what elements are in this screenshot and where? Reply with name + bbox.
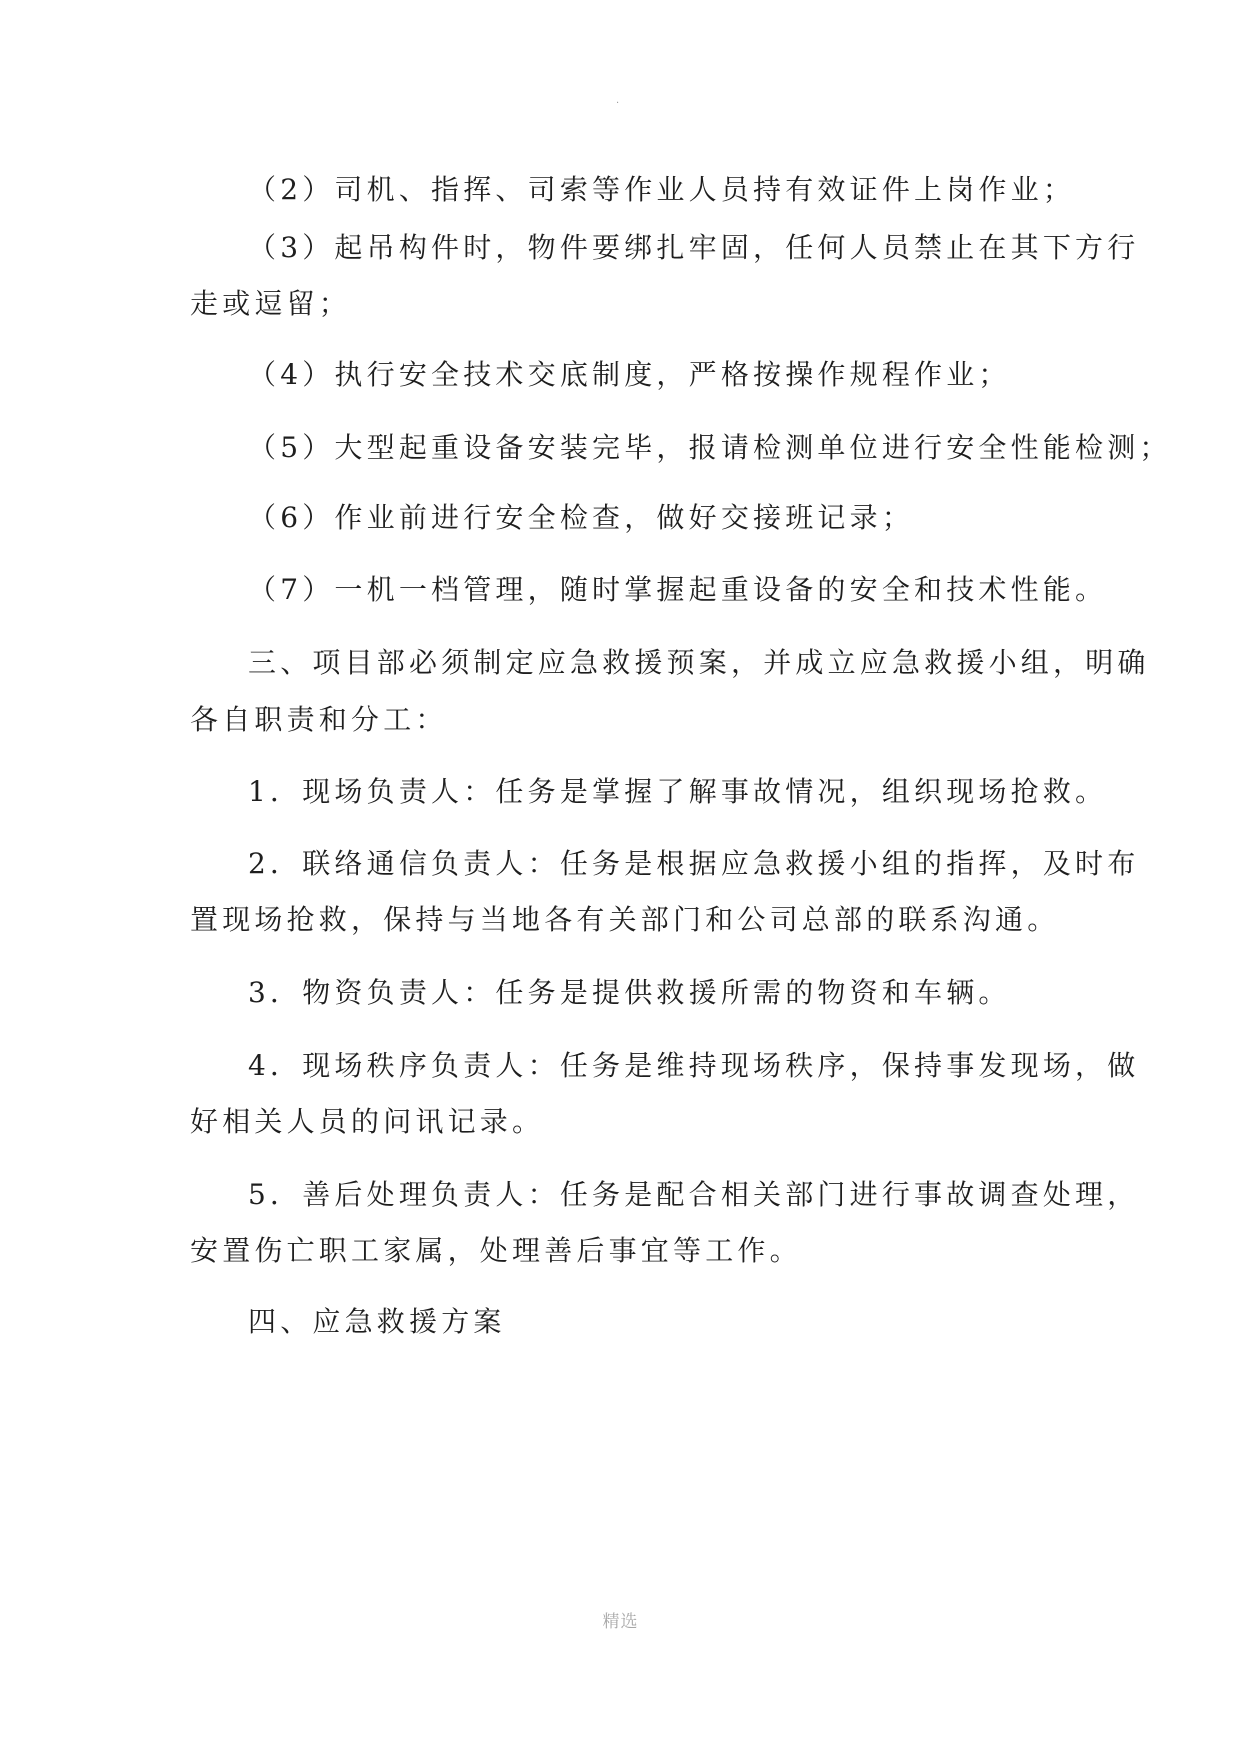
footer-label: 精选 bbox=[602, 1612, 639, 1632]
paragraph-line: 各自职责和分工： bbox=[190, 703, 448, 736]
paragraph-line: 3．物资负责人：任务是提供救援所需的物资和车辆。 bbox=[248, 976, 1011, 1009]
paragraph-line: （7）一机一档管理，随时掌握起重设备的安全和技术性能。 bbox=[248, 573, 1108, 606]
paragraph-line: 4．现场秩序负责人：任务是维持现场秩序，保持事发现场，做 bbox=[248, 1049, 1140, 1082]
paragraph-line: 好相关人员的问讯记录。 bbox=[190, 1105, 545, 1138]
paragraph-line: （2）司机、指挥、司索等作业人员持有效证件上岗作业； bbox=[248, 173, 1076, 206]
paragraph-line: 安置伤亡职工家属，处理善后事宜等工作。 bbox=[190, 1234, 802, 1267]
paragraph-line: （4）执行安全技术交底制度，严格按操作规程作业； bbox=[248, 358, 1011, 391]
paragraph-line: 三、项目部必须制定应急救援预案，并成立应急救援小组，明确 bbox=[248, 646, 1150, 679]
paragraph-line: 走或逗留； bbox=[190, 287, 352, 320]
paragraph-line: （3）起吊构件时，物件要绑扎牢固，任何人员禁止在其下方行 bbox=[248, 231, 1140, 264]
header-mark: . bbox=[616, 95, 620, 106]
paragraph-line: 置现场抢救，保持与当地各有关部门和公司总部的联系沟通。 bbox=[190, 903, 1060, 936]
paragraph-line: （6）作业前进行安全检查，做好交接班记录； bbox=[248, 501, 915, 534]
paragraph-line: 1．现场负责人：任务是掌握了解事故情况，组织现场抢救。 bbox=[248, 775, 1108, 808]
paragraph-line: 5．善后处理负责人：任务是配合相关部门进行事故调查处理， bbox=[248, 1178, 1140, 1211]
section-heading: 四、应急救援方案 bbox=[248, 1305, 506, 1338]
paragraph-line: 2．联络通信负责人：任务是根据应急救援小组的指挥，及时布 bbox=[248, 847, 1140, 880]
paragraph-line: （5）大型起重设备安装完毕，报请检测单位进行安全性能检测； bbox=[248, 431, 1172, 464]
